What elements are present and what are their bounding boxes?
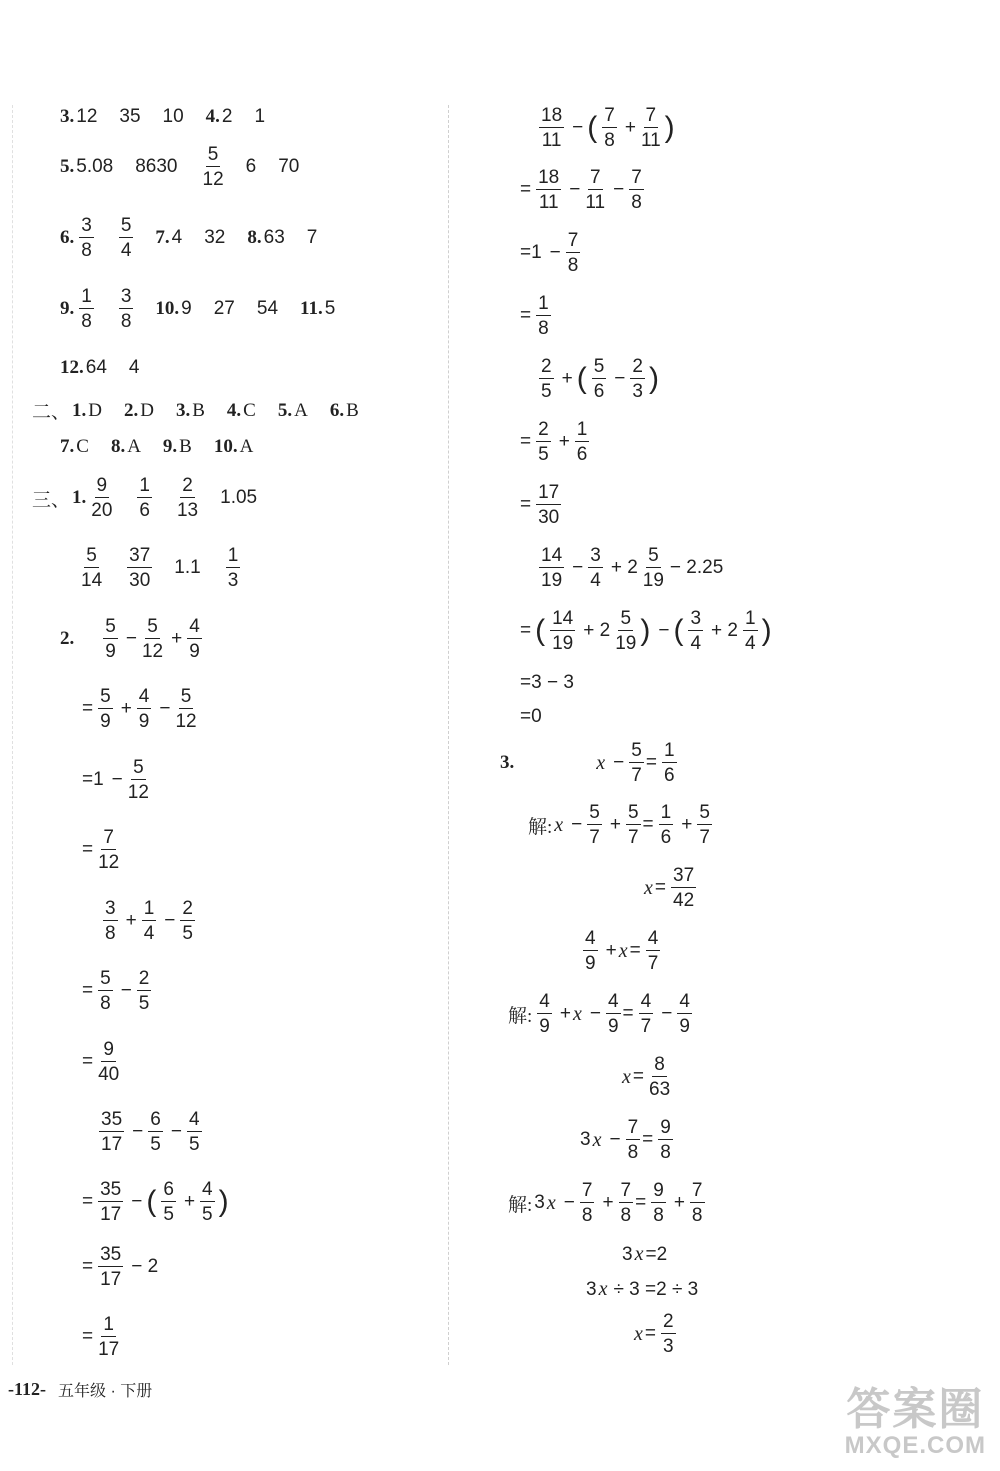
watermark-url: MXQE.COM xyxy=(844,1432,986,1459)
equation-given: 3 x − $\frac{7}{8}$ = $\frac{9}{8}$ xyxy=(580,1117,671,1163)
answer-value: 6 xyxy=(245,156,257,177)
fraction: 1 8 xyxy=(81,286,92,332)
solution-label: 解: xyxy=(508,1194,533,1216)
calc-expression: 14 19 − $\frac{3}{4}$ + 2 5 19 − 2.25 xyxy=(541,545,724,591)
fraction: 3 8 xyxy=(81,215,92,261)
equation-step: 3 x ÷ 3 =2 ÷ 3 xyxy=(586,1278,699,1300)
fraction: 37 30 xyxy=(129,545,151,591)
fraction: 5 12 xyxy=(202,144,224,190)
q-number: 8. xyxy=(247,227,262,248)
q-number: 6. xyxy=(60,227,75,248)
answer-value: 8630 xyxy=(135,156,178,177)
calc-result: =0 xyxy=(520,706,542,727)
calc-result: = $\frac{7}{12}$ xyxy=(82,827,120,873)
equation-3-given: 3. x − $\frac{5}{7}$ = $\frac{1}{6}$ xyxy=(500,740,675,786)
q-number: 7. xyxy=(155,227,170,248)
calc-result: = $\frac{9}{40}$ xyxy=(82,1039,120,1085)
section-3-row-2: 5 14 37 30 1.1 1 3 xyxy=(81,545,239,591)
q-number: 10. xyxy=(155,298,180,319)
calc-step: = ( 14 19 + 2 5 19 ) − ( 3 4 + 2 1 4 ) xyxy=(520,608,772,654)
left-margin-line xyxy=(12,105,13,1365)
equation-given: 4 9 + x = $\frac{4}{7}$ xyxy=(585,928,659,974)
equation-answer: x = $\frac{37}{42}$ xyxy=(644,865,695,911)
fraction: 5 14 xyxy=(81,545,103,591)
answer-line-5 xyxy=(60,145,301,189)
section-3-row-1: 三、 1. 9 20 1 6 2 13 1.05 xyxy=(32,475,258,521)
answer-value: 2 xyxy=(221,106,233,127)
answer-line-6-8: 6. 3 8 5 4 7. 4 32 8. 63 7 xyxy=(60,215,318,261)
equation-step: 3 x =2 xyxy=(622,1243,668,1265)
calc-step: = $\frac{5}{8}$ − $\frac{2}{5}$ xyxy=(82,968,150,1014)
q-number: 9. xyxy=(60,298,75,319)
calc-2-expression: 2. 5 9 − $\frac{5}{12}$ + $\frac{4}{9}$ xyxy=(60,616,200,662)
fraction: 2 13 xyxy=(176,475,199,521)
page-footer xyxy=(8,1378,152,1401)
section-2-row-2: 7. C 8. A 9. B 10. A xyxy=(60,436,254,457)
q-number: 3. xyxy=(60,106,75,127)
fraction: 9 20 xyxy=(91,475,113,521)
calc-expression: 3 8 + $\frac{1}{4}$ − $\frac{2}{5}$ xyxy=(105,898,193,944)
solution-label: 解: xyxy=(528,816,553,838)
calc-step: = $\frac{18}{11}$ − $\frac{7}{11}$ − $\frac{7}{8}$ xyxy=(520,167,642,213)
section-heading: 三、 xyxy=(32,489,71,511)
q-number: 5. xyxy=(60,156,75,177)
calc-expression: 18 11 − ( 7 8 + $\frac{7}{11}$ ) xyxy=(541,105,675,151)
grade-label: 五年级 · 下册 xyxy=(58,1383,153,1400)
q-number: 11. xyxy=(300,298,323,319)
fraction: 1 3 xyxy=(227,545,239,591)
equation-solution-step: 解: 3 x − $\frac{7}{8}$ + $\frac{7}{8}$ = $\frac{9}{8}$ + $\frac{7}{8}$ xyxy=(508,1180,703,1226)
calc-step: =1 − $\frac{7}{8}$ xyxy=(520,230,579,276)
answer-value: 70 xyxy=(278,156,300,177)
q-number: 4. xyxy=(205,106,220,127)
calc-step: = $\frac{5}{9}$ + $\frac{4}{9}$ − $\frac{5}{12}$ xyxy=(82,686,197,732)
calc-result: = $\frac{17}{30}$ xyxy=(520,482,560,528)
equation-answer: x = $\frac{8}{63}$ xyxy=(622,1054,671,1100)
calc-expression: 2 5 + ( 5 6 − $\frac{2}{3}$ ) xyxy=(541,356,659,402)
answer-value: 5.08 xyxy=(76,156,114,177)
equation-answer: x = $\frac{2}{3}$ xyxy=(634,1311,674,1357)
calc-step: = $\frac{35}{17}$ − 2 xyxy=(82,1244,159,1290)
watermark xyxy=(844,1385,986,1460)
calc-expression: 35 17 − $\frac{6}{5}$ − $\frac{4}{5}$ xyxy=(101,1109,200,1155)
calc-result: = $\frac{1}{17}$ xyxy=(82,1314,120,1360)
section-2-row-1: 二、 1. D 2. D 3. B 4. C 5. A 6. B xyxy=(32,397,361,424)
fraction: 1 6 xyxy=(139,475,150,521)
calc-step: = $\frac{35}{17}$ − ( 6 5 + $\frac{4}{5}$ ) xyxy=(82,1179,229,1225)
answer-value: 10 xyxy=(162,106,184,127)
answer-line-9-11: 9. 1 8 3 8 10. 9 27 54 11. 5 xyxy=(60,286,336,332)
answer-line-12: 12. 64 4 xyxy=(60,357,140,378)
fraction: 3 8 xyxy=(120,286,132,332)
answer-value: 12 xyxy=(76,106,98,127)
column-divider xyxy=(448,105,449,1365)
calc-step: = $\frac{2}{5}$ + $\frac{1}{6}$ xyxy=(520,419,588,465)
answer-line-3-4 xyxy=(60,106,267,128)
calc-result: = $\frac{1}{8}$ xyxy=(520,293,549,339)
q-number: 12. xyxy=(60,357,84,378)
calc-step: =1 − $\frac{5}{12}$ xyxy=(82,757,149,803)
calc-step: =3 − 3 xyxy=(520,672,574,693)
fraction: 5 4 xyxy=(120,215,132,261)
section-heading: 二、 xyxy=(32,402,71,423)
answer-value: 1 xyxy=(254,106,266,127)
answer-value: 35 xyxy=(119,106,141,127)
page-number: -112- xyxy=(8,1379,46,1399)
equation-solution-step: 解: x − $\frac{5}{7}$ + $\frac{5}{7}$ = $\frac{1}{6}$ + $\frac{5}{7}$ xyxy=(528,802,710,848)
watermark-logo: 答案圈 xyxy=(846,1385,985,1434)
solution-label: 解: xyxy=(508,1005,533,1027)
equation-solution-step: 解: 4 9 + x − $\frac{4}{9}$ = $\frac{4}{7}$ − $\frac{4}{9}$ xyxy=(508,991,690,1037)
